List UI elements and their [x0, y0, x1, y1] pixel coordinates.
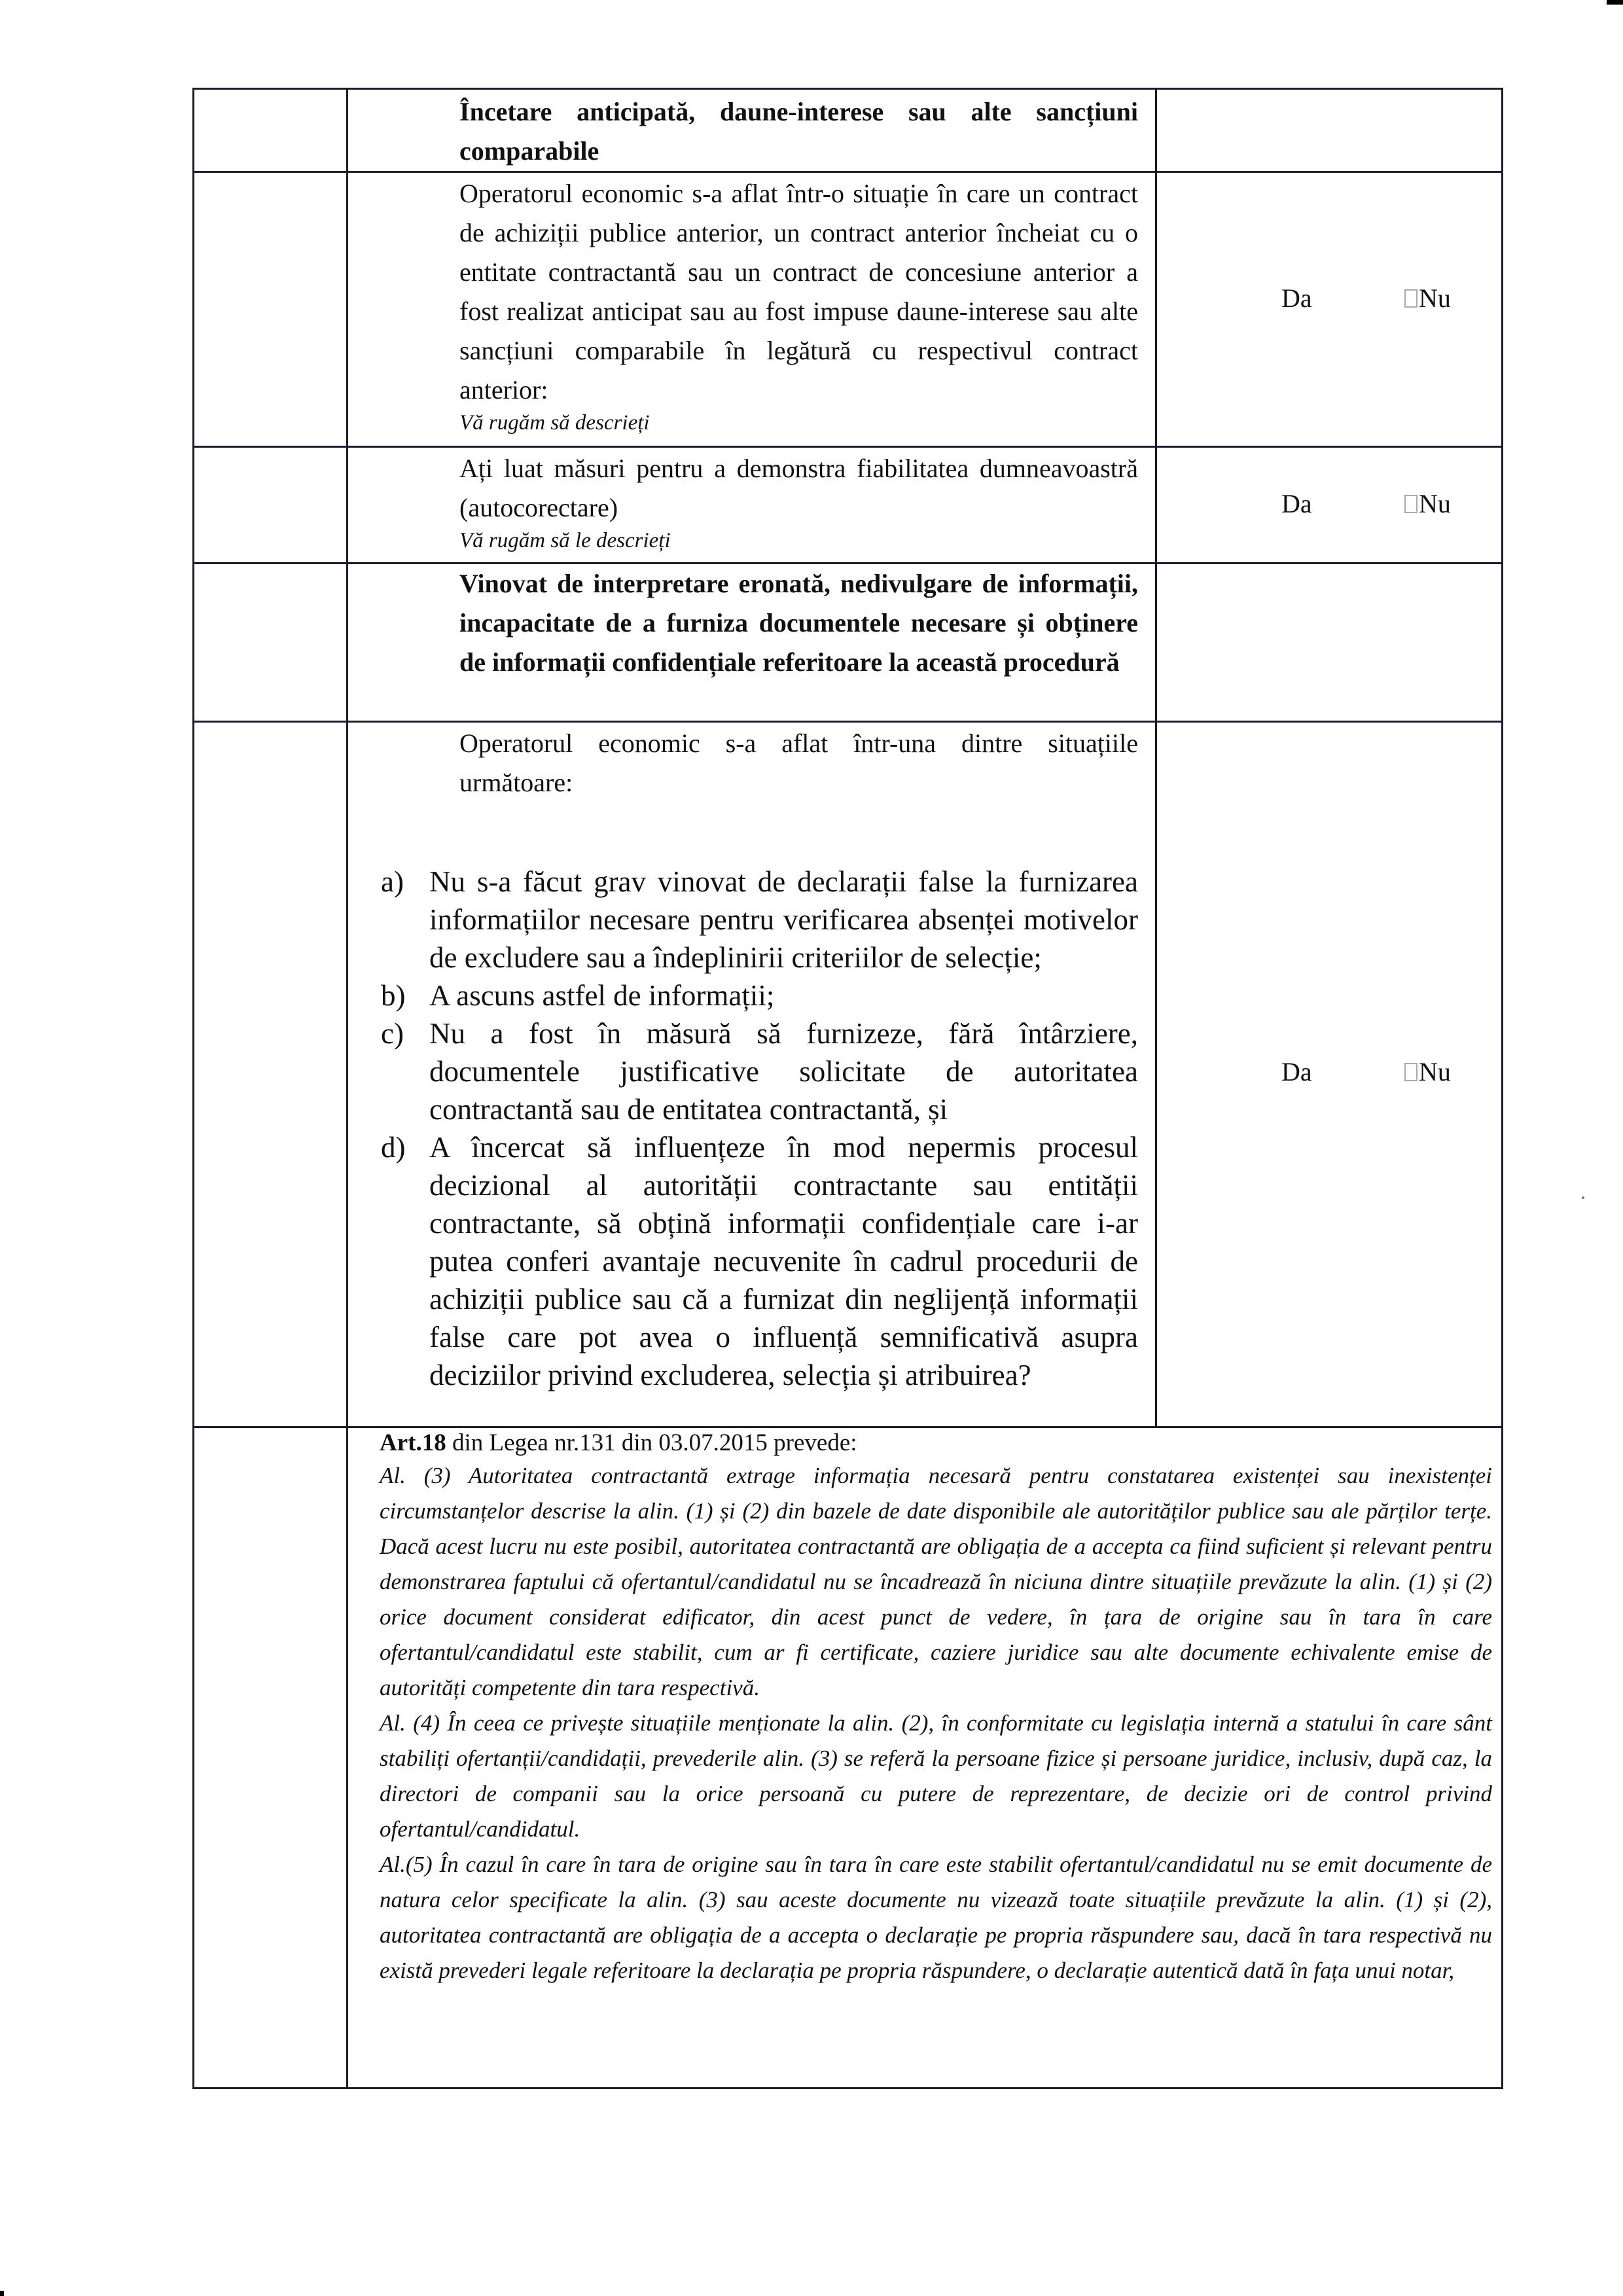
article-paragraph-5: Al.(5) În cazul în care în tara de origine sau în tara în care este stabilit ofertantul/candidatul nu se emit documente de natura celor specificate la alin. (3) sau aceste documente nu vizează toate situațiile prevăzute la alin. (1) și (2), autoritatea contractantă are obligația de a accepta o declarație pe propria răspundere sau, dacă în tara respectivă nu există prevederi legale referitoare la declarația pe propria răspundere, o declarație autentică dată în fața unui notar, [380, 1852, 1492, 1983]
table-row [194, 172, 1503, 447]
question-text: Operatorul economic s-a aflat într-o situație în care un contract de achiziții publice anterior, un contract anterior încheiat cu o entitate contractantă sau un contract de concesiune anterior a fost realizat anticipat sau au fost impuse daune-interese sau alte sancțiuni comparabile în legătură cu respectivul contract anterior: [459, 179, 1138, 404]
criterion-cell [348, 89, 1156, 172]
describe-note: Vă rugăm să descrieți [459, 411, 650, 435]
criterion-cell [348, 722, 1156, 1427]
checkbox-icon[interactable] [1404, 289, 1418, 308]
article-paragraph-3: Al. (3) Autoritatea contractantă extrage informația necesară pentru constatarea existenței sau inexistenței circumstanțelor descrise la alin. (1) și (2) din bazele de date disponibile ale autorităților publice sau ale părților terțe. Dacă acest lucru nu este posibil, autoritatea contractantă are obligația de a accepta ca fiind suficient și relevant pentru demonstrarea faptului că ofertantul/candidatul nu se încadrează în niciuna dintre situațiile prevăzute la alin. (1) și (2) orice document considerat edificator, din acest punct de vedere, în țara de origine sau în tara în care ofertantul/candidatul este stabilit, cum ar fi certificate, caziere juridice sau alte documente echivalente emise de autorități competente din tara respectivă. [380, 1463, 1492, 1700]
table-row [194, 89, 1503, 172]
article-paragraph-4: Al. (4) În ceea ce privește situațiile menționate la alin. (2), în conformitate cu legislația internă a statului în care sânt stabiliți ofertanții/candidații, prevederile alin. (3) se referă la persoane fizice și persoane juridice, inclusiv, după caz, la directori de companii sau la orice persoană cu putere de reprezentare, de decizie ori de control privind ofertantul/candidatul. [380, 1710, 1492, 1842]
scan-speck [1582, 1196, 1584, 1199]
checkbox-icon[interactable] [1404, 1063, 1418, 1081]
table-row [194, 447, 1503, 564]
scan-artifact-bottom-left [0, 2291, 4, 2296]
answer-cell [1156, 172, 1503, 447]
nu-option[interactable] [1404, 1056, 1451, 1087]
criterion-cell [348, 564, 1156, 722]
answer-cell [1156, 564, 1503, 722]
nu-label: Nu [1419, 1057, 1451, 1086]
situations-list [348, 863, 1155, 1394]
section-heading: Vinovat de interpretare eronată, nedivulgare de informații, incapacitate de a furniza documentele necesare și obținere de informații confidențiale referitoare la această procedură [459, 569, 1138, 677]
da-option[interactable]: Da [1281, 489, 1312, 518]
question-intro: Operatorul economic s-a aflat într-una dintre situațiile următoare: [459, 728, 1138, 797]
answer-cell [1156, 89, 1503, 172]
row-number-cell [194, 722, 348, 1427]
nu-label: Nu [1419, 489, 1451, 518]
list-item: c) Nu a fost în măsură să furnizeze, fără întârziere, documentele justificative solicitate de autoritatea contractantă sau de entitatea contractantă, și [381, 1017, 1138, 1126]
table-row [194, 722, 1503, 1427]
list-item: a) Nu s-a făcut grav vinovat de declarații false la furnizarea informațiilor necesare pentru verificarea absenței motivelor de excludere sau a îndeplinirii criteriilor de selecție; [381, 865, 1138, 974]
criterion-cell [348, 447, 1156, 564]
row-number-cell [194, 1427, 348, 2089]
article-reference: Art.18 din Legea nr.131 din 03.07.2015 prevede: [380, 1429, 857, 1456]
declaration-table [192, 88, 1503, 2089]
article-block [348, 1428, 1501, 1988]
table-row [194, 1427, 1503, 2089]
table-row [194, 564, 1503, 722]
describe-note: Vă rugăm să le descrieți [459, 529, 671, 552]
row-number-cell [194, 89, 348, 172]
row-number-cell [194, 172, 348, 447]
checkbox-icon[interactable] [1404, 495, 1418, 513]
list-item: b) A ascuns astfel de informații; [381, 979, 775, 1012]
article-cell [348, 1427, 1503, 2089]
answer-cell [1156, 722, 1503, 1427]
row-number-cell [194, 564, 348, 722]
nu-label: Nu [1419, 283, 1451, 313]
scan-artifact-top-right [1607, 0, 1623, 5]
answer-cell [1156, 447, 1503, 564]
da-option[interactable]: Da [1281, 1057, 1312, 1086]
list-item: d) A încercat să influențeze în mod nepermis procesul decizional al autorității contractante sau entității contractante, să obțină informații confidențiale care i-ar putea conferi avantaje necuvenite în cadrul procedurii de achiziții publice sau că a furnizat din neglijență informații false care pot avea o influență semnificativă asupra deciziilor privind excluderea, selecția și atribuirea? [381, 1131, 1138, 1391]
criterion-cell [348, 172, 1156, 447]
row-number-cell [194, 447, 348, 564]
question-text: Ați luat măsuri pentru a demonstra fiabilitatea dumneavoastră (autocorectare) [459, 454, 1138, 522]
da-option[interactable]: Da [1281, 283, 1312, 313]
nu-option[interactable] [1404, 283, 1451, 314]
nu-option[interactable] [1404, 488, 1451, 519]
section-heading: Încetare anticipată, daune-interese sau alte sancțiuni comparabile [459, 97, 1138, 166]
